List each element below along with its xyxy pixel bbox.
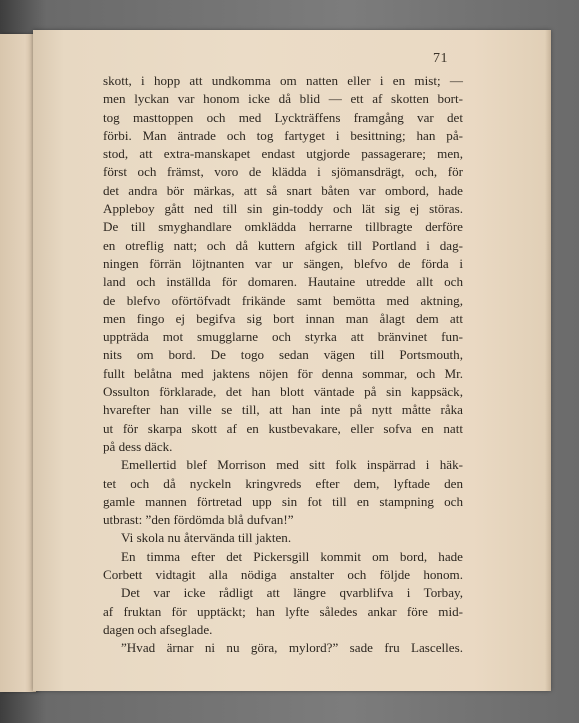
page-number: 71 <box>433 51 448 66</box>
text-line: ut för skarpa skott af en kustbevakare, eller sofva en natt <box>103 420 463 436</box>
text-line: dagen och afseglade. <box>103 621 213 637</box>
text-line: af fruktan för upptäckt; han lyfte således ankar före mid- <box>103 603 463 619</box>
text-line: tog masttoppen och med Lyckträffens framgång var det <box>103 109 463 125</box>
body-text <box>103 72 463 658</box>
text-line: Corbett vidtagit alla nödiga anstalter och följde honom. <box>103 567 463 583</box>
text-line: en otreflig natt; och då kuttern afgick till Portland i dag- <box>103 237 463 253</box>
text-line: utbrast: ”den fördömda blå dufvan!” <box>103 512 294 528</box>
text-line: förbi. Man äntrade och tog fartyget i besittning; han på- <box>103 127 463 143</box>
text-line: uppträda mot smugglarne och styrka att bränvinet fun- <box>103 329 463 345</box>
text-line: land och inställda för domaren. Hautaine utredde allt och <box>103 274 463 290</box>
previous-page-edge <box>0 34 36 692</box>
text-line: hvarefter han ville se till, att han inte på nytt måtte råka <box>103 402 463 418</box>
text-line: men fingo ej begifva sig bort innan man ålagt dem att <box>103 310 463 326</box>
text-line: Det var icke rådligt att längre qvarblifva i Torbay, <box>121 585 463 601</box>
text-line: det andra bör märkas, att så snart båten var ombord, hade <box>103 182 463 198</box>
text-line: gamle mannen förtretad upp sin fot till en stampning och <box>103 493 463 509</box>
text-line: först och främst, voro de klädda i sjömansdrägt, och, för <box>103 164 463 180</box>
text-line: men lyckan var honom icke då blid — ett af skotten bort- <box>103 91 463 107</box>
text-line: Ossulton förklarade, det han blott väntade på sin kappsäck, <box>103 384 463 400</box>
text-line: Emellertid blef Morrison med sitt folk inspärrad i häk- <box>121 457 463 473</box>
text-line: skott, i hopp att undkomma om natten eller i en mist; — <box>103 73 463 88</box>
text-line: Vi skola nu återvända till jakten. <box>121 530 292 546</box>
text-line: ”Hvad ärnar ni nu göra, mylord?” sade fru Lascelles. <box>121 640 463 656</box>
text-line: ningen förrän löjtnanten var ur sängen, blefvo de förda i <box>103 255 463 271</box>
page-edge-shadow <box>545 30 551 691</box>
text-line: på dess däck. <box>103 438 173 454</box>
text-line: tet och då nyckeln kringvreds efter dem, lyftade den <box>103 475 463 491</box>
text-line: fullt belåtna med jaktens nöjen för denna sommar, och Mr. <box>103 365 463 381</box>
text-line: de blefvo oförtöfvadt frikände samt bemötta med aktning, <box>103 292 463 308</box>
text-line: stod, att extra-manskapet endast utgjorde passagerare; men, <box>103 146 463 162</box>
text-line: En timma efter det Pickersgill kommit om bord, hade <box>121 548 463 564</box>
text-line: De till smyghandlare omklädda herrarne tillbragte derföre <box>103 219 463 235</box>
text-line: nits om bord. De togo sedan vägen till Portsmouth, <box>103 347 463 363</box>
text-line: Appleboy gått ned till sin gin-toddy och lät sig ej störas. <box>103 201 463 217</box>
